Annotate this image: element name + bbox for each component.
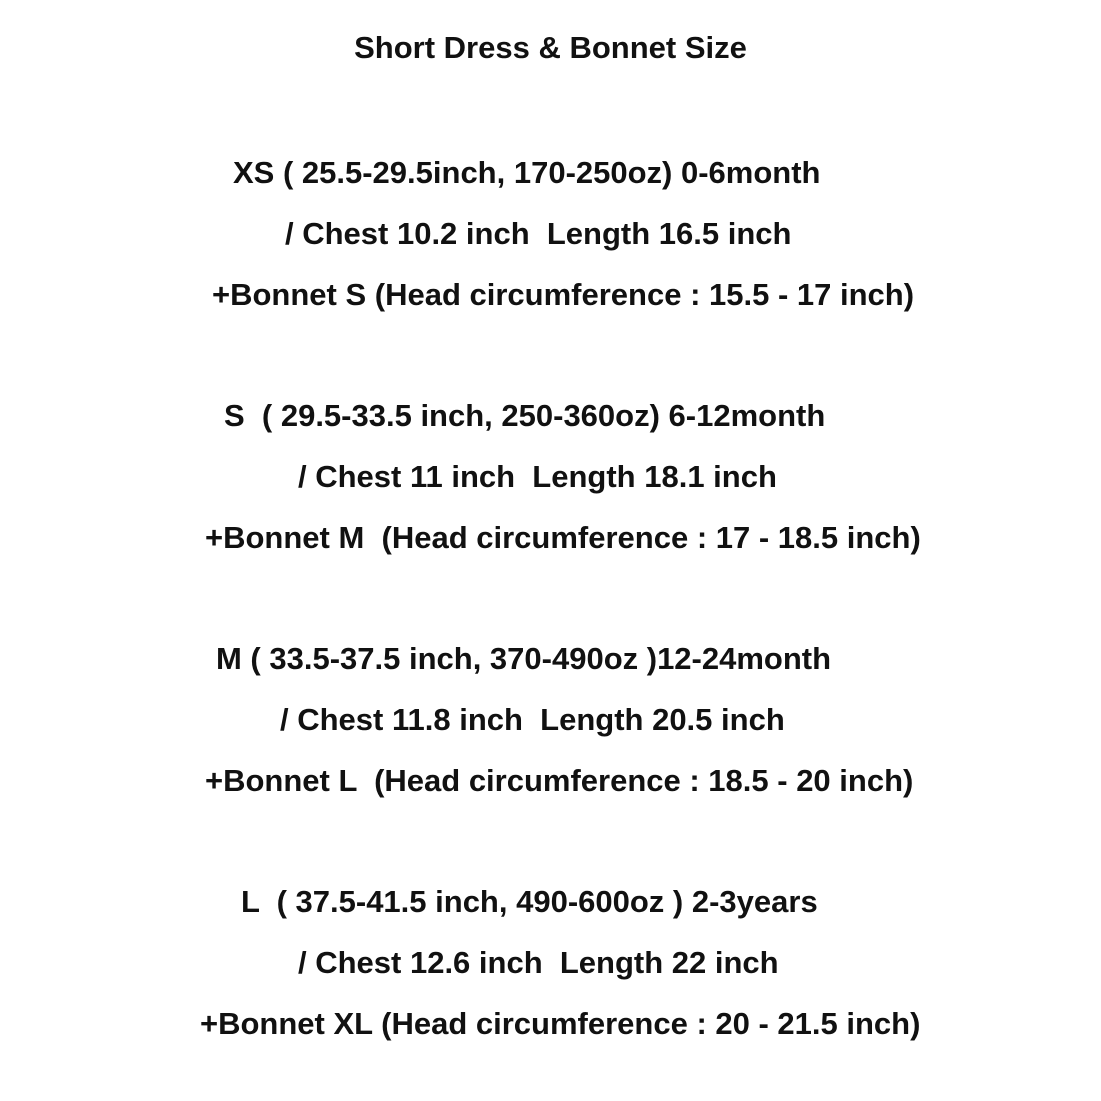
size-l-bonnet: +Bonnet XL (Head circumference : 20 - 21.5 inch) xyxy=(200,1006,921,1041)
size-xs-bonnet: +Bonnet S (Head circumference : 15.5 - 17 inch) xyxy=(212,277,915,312)
size-m-bonnet: +Bonnet L (Head circumference : 18.5 - 20 inch) xyxy=(205,763,914,798)
size-m-measurements: / Chest 11.8 inch Length 20.5 inch xyxy=(280,702,785,737)
size-s-bonnet: +Bonnet M (Head circumference : 17 - 18.5 inch) xyxy=(205,520,921,555)
page-title: Short Dress & Bonnet Size xyxy=(354,30,747,65)
size-l-measurements: / Chest 12.6 inch Length 22 inch xyxy=(298,945,779,980)
size-m-range: M ( 33.5-37.5 inch, 370-490oz )12-24month xyxy=(216,641,832,676)
size-s-measurements: / Chest 11 inch Length 18.1 inch xyxy=(298,459,777,494)
size-xs-measurements: / Chest 10.2 inch Length 16.5 inch xyxy=(285,216,792,251)
size-l-range: L ( 37.5-41.5 inch, 490-600oz ) 2-3years xyxy=(241,884,818,919)
size-s-range: S ( 29.5-33.5 inch, 250-360oz) 6-12month xyxy=(224,398,826,433)
size-xs-range: XS ( 25.5-29.5inch, 170-250oz) 0-6month xyxy=(233,155,821,190)
